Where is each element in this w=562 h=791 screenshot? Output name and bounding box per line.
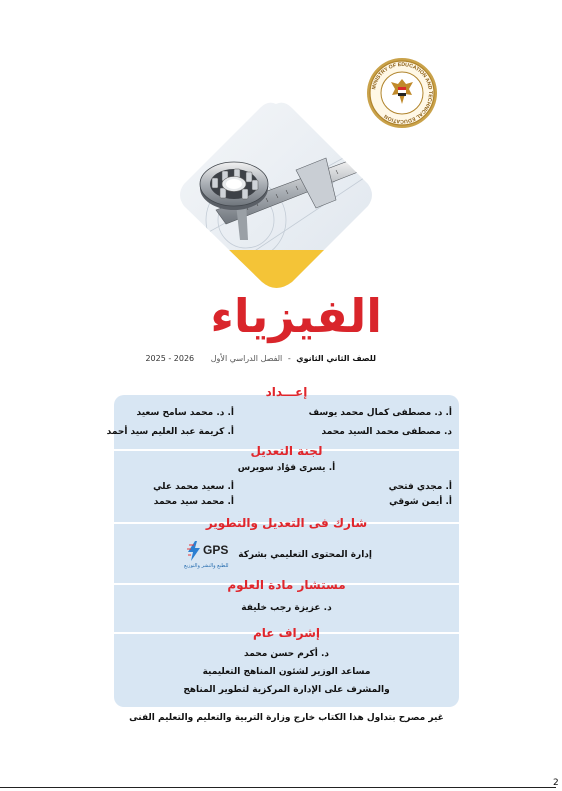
- revision-member-name: أ. يسرى فؤاد سويرس: [237, 463, 336, 473]
- participants-heading: شارك فى التعديل والتطوير: [205, 516, 368, 530]
- book-subtitle: [146, 352, 376, 366]
- company-name: GPS: [203, 543, 229, 557]
- revision-member: أ. أيمن شوقي: [389, 497, 452, 507]
- revision-member: أ. محمد سيد محمد: [153, 497, 234, 507]
- advisor-name: د. عزيزة رجب خليفة: [241, 603, 332, 613]
- revision-member: أ. مجدي فتحي: [388, 482, 452, 492]
- gps-logo-icon: [186, 541, 202, 561]
- company-tagline: للطبع والنشر والتوزيع: [184, 563, 229, 569]
- bearing-and-caliper-illustration: [176, 100, 376, 290]
- supervisor-title: والمشرف على الإدارة المركزية لتطوير المناهج: [183, 685, 390, 695]
- preparer-name: د. مصطفى محمد السيد محمد: [321, 427, 452, 437]
- subtitle-separator: -: [287, 354, 291, 363]
- preparer-name: أ. د. محمد سامح سعيد: [136, 408, 234, 418]
- preparation-heading: إعـــداد: [265, 385, 308, 399]
- revision-heading: لجنة التعديل: [250, 444, 323, 458]
- ministry-of-education-seal-icon: [366, 57, 438, 129]
- supervision-heading: إشراف عام: [252, 626, 321, 640]
- preparer-name: أ. كريمة عبد العليم سيد أحمد: [106, 427, 234, 437]
- academic-year: 2025 - 2026: [145, 354, 195, 363]
- book-title: الفيزياء: [210, 289, 382, 343]
- supervisor-name: د. أكرم حسن محمد: [244, 649, 329, 659]
- revision-member: أ. سعيد محمد علي: [153, 482, 234, 492]
- page-bottom-rule: [0, 787, 556, 788]
- page-number: 2: [553, 778, 559, 788]
- grade-label: للصف الثاني الثانوي: [296, 354, 376, 363]
- revision-member: [114, 462, 459, 474]
- supervisor-title: مساعد الوزير لشئون المناهج التعليمية: [202, 667, 371, 677]
- svg-text:MINISTRY OF EDUCATION AND TECH: MINISTRY OF EDUCATION AND TECHNICAL EDUCATION: [371, 61, 434, 125]
- preparer-name: أ. د. مصطفى كمال محمد يوسف: [308, 408, 452, 418]
- advisor-heading: مستشار مادة العلوم: [227, 578, 346, 592]
- term-label: الفصل الدراسي الأول: [210, 354, 283, 363]
- distribution-notice: غير مصرح بتداول هذا الكتاب خارج وزارة التربية والتعليم والتعليم الفنى: [129, 713, 444, 723]
- participant-text: إدارة المحتوى التعليمي بشركة: [238, 550, 372, 560]
